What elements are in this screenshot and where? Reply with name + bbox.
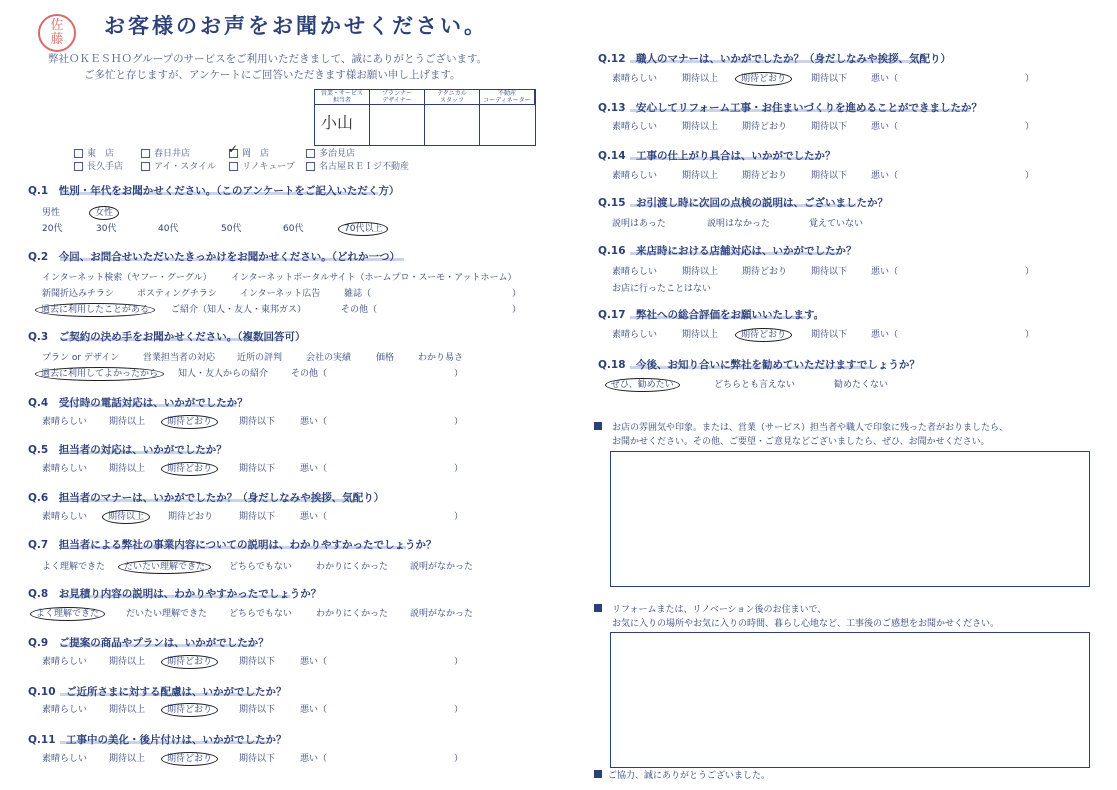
q2-opt-past[interactable]	[42, 302, 148, 315]
store-label: 名古屋ＲＥＩジ不動産	[319, 162, 410, 172]
q16-opt-above[interactable]: 期待以上	[682, 267, 719, 277]
store-istyle[interactable]	[141, 159, 216, 172]
bullet-square-icon	[594, 604, 602, 612]
q16-opt-paren-close: ）	[1025, 267, 1035, 277]
staff-header-sales: 営業・サービス 担当者	[315, 90, 370, 105]
q2-paren-close-2: ）	[512, 305, 522, 315]
q10-opt-paren-close: ）	[454, 705, 464, 715]
q1-opt-40s[interactable]: 40代	[158, 224, 179, 234]
selected-circle: 期待どおり	[735, 72, 792, 86]
comment1-prompt-1: お店の雰囲気や印象。または、営業（サービス）担当者や職人で印象に残った者がおりましたら、	[612, 423, 1009, 433]
q11-opt-below[interactable]: 期待以下	[239, 754, 276, 764]
q15-opt-dont-remember[interactable]: 覚えていない	[809, 219, 864, 229]
store-label: 春日井店	[154, 149, 191, 159]
q17-opt-bad[interactable]: 悪い（	[871, 330, 899, 340]
bullet-square-icon	[594, 422, 602, 430]
selected-circle: 期待どおり	[161, 462, 218, 476]
staff-table	[314, 89, 536, 146]
q11-opt-bad[interactable]: 悪い（	[300, 754, 328, 764]
q9-opt-paren-close: ）	[454, 657, 464, 667]
q1-opt-20s[interactable]: 20代	[42, 224, 63, 234]
store-label: 多治見店	[319, 149, 356, 159]
q9-opt-bad[interactable]: 悪い（	[300, 657, 328, 667]
selected-circle: 期待どおり	[161, 415, 218, 429]
q13-opt-bad[interactable]: 悪い（	[871, 122, 899, 132]
q8-opt-neither[interactable]: どちらでもない	[229, 609, 292, 619]
q9-opt-above[interactable]: 期待以上	[109, 657, 146, 667]
comment1-textarea[interactable]	[610, 451, 1090, 587]
q9-opt-excellent[interactable]: 素晴らしい	[42, 657, 88, 667]
q3-opt-price[interactable]: 価格	[376, 353, 395, 363]
q8-opt-mostly[interactable]: だいたい理解できた	[126, 609, 208, 619]
q16-opt-as-expected[interactable]: 期待どおり	[742, 267, 788, 277]
q9-opt-below[interactable]: 期待以下	[239, 657, 276, 667]
q2-opt-web-ad[interactable]: インターネット広告	[240, 289, 321, 299]
comment2-prompt-2: お気に入りの場所やお気に入りの時間、暮らし心地など、工事後のご感想をお聞かせください。	[612, 619, 1000, 629]
q8-opt-hard[interactable]: わかりにくかった	[316, 609, 389, 619]
comment2-prompt-1: リフォームまたは、リノベーション後のお住まいで、	[612, 605, 827, 615]
q11-opt-above[interactable]: 期待以上	[109, 754, 146, 764]
q2-opt-flyer[interactable]: 新聞折込みチラシ	[42, 289, 115, 299]
q16-opt-bad[interactable]: 悪い（	[871, 267, 899, 277]
q3-title: Q.3 ご契約の決め手をお聞かせください。（複数回答可）	[28, 331, 306, 343]
q4-opt-paren-close: ）	[454, 417, 464, 427]
q1-opt-50s[interactable]: 50代	[221, 224, 242, 234]
store-nagakute[interactable]	[74, 159, 123, 172]
hanko-text: 佐藤	[50, 18, 64, 47]
staff-header-planner: プランナー デザイナー	[370, 90, 425, 105]
q18-title: Q.18 今後、お知り合いに弊社を勧めていただけますでしょうか？	[598, 359, 920, 371]
q10-opt-excellent[interactable]: 素晴らしい	[42, 705, 88, 715]
q3-paren-close: ）	[454, 369, 464, 379]
q17-title: Q.17 弊社への総合評価をお願いいたします。	[598, 309, 825, 321]
q10-title: Q.10 ご近所さまに対する配慮は、いかがでしたか？	[28, 686, 287, 698]
q12-opt-below[interactable]: 期待以下	[811, 74, 848, 84]
q6-opt-bad[interactable]: 悪い（	[300, 512, 328, 522]
store-kasugai[interactable]	[141, 146, 190, 159]
q2-opt-referral[interactable]: ご紹介（知人・友人・東邦ガス）	[171, 305, 307, 315]
q7-title: Q.7 担当者による弊社の事業内容についての説明は、わかりやすかったでしょうか？	[28, 539, 437, 551]
q6-opt-as-expected[interactable]: 期待どおり	[168, 512, 214, 522]
q1-opt-female[interactable]	[96, 205, 112, 218]
q4-opt-as-expected[interactable]	[168, 414, 211, 427]
selected-circle: 過去に利用したことがある	[35, 303, 155, 317]
q14-title: Q.14 工事の仕上がり具合は、いかがでしたか？	[598, 150, 836, 162]
store-label: アイ・スタイル	[154, 162, 217, 172]
q9-opt-as-expected[interactable]	[168, 654, 211, 667]
intro-line-1: 弊社ＯＫＥＳＨＯグループのサービスをご利用いただきまして、誠にありがとうございます。	[48, 53, 488, 65]
checked-checkbox-icon[interactable]: ✓	[228, 142, 239, 156]
hanko-stamp	[38, 14, 76, 52]
q12-opt-as-expected[interactable]	[742, 71, 785, 84]
staff-value-technical[interactable]	[425, 105, 480, 145]
q17-opt-paren-close: ）	[1025, 330, 1035, 340]
q12-opt-above[interactable]: 期待以上	[682, 74, 719, 84]
q13-title: Q.13 安心してリフォーム工事・お住まいづくりを進めることができましたか？	[598, 102, 983, 114]
q2-title: Q.2 今回、お問合せいただいたきっかけをお聞かせください。（どれか一つ）	[28, 251, 400, 263]
q4-opt-above[interactable]: 期待以上	[109, 417, 146, 427]
store-renocube[interactable]	[229, 159, 295, 172]
q6-opt-excellent[interactable]: 素晴らしい	[42, 512, 88, 522]
store-label: 長久手店	[87, 162, 124, 172]
q15-opt-no[interactable]: 説明はなかった	[707, 219, 771, 229]
q17-opt-above[interactable]: 期待以上	[682, 330, 719, 340]
q3-opt-track-record[interactable]: 会社の実績	[306, 353, 352, 363]
q17-opt-as-expected[interactable]	[742, 327, 785, 340]
selected-circle: 70代以上	[338, 222, 388, 236]
q5-opt-as-expected[interactable]	[168, 461, 211, 474]
q16-title: Q.16 来店時における店舗対応は、いかがでしたか？	[598, 245, 857, 257]
q3-opt-staff[interactable]: 営業担当者の対応	[143, 353, 216, 363]
q10-opt-above[interactable]: 期待以上	[109, 705, 146, 715]
checkbox-icon[interactable]	[74, 162, 83, 171]
q11-opt-excellent[interactable]: 素晴らしい	[42, 754, 88, 764]
q10-opt-as-expected[interactable]	[168, 702, 211, 715]
comment2-textarea[interactable]	[610, 632, 1090, 768]
q3-opt-plan[interactable]: プラン or デザイン	[42, 353, 120, 363]
q7-opt-none[interactable]: 説明がなかった	[410, 562, 474, 572]
q5-opt-above[interactable]: 期待以上	[109, 464, 146, 474]
q1-opt-70s[interactable]	[345, 221, 381, 234]
q5-title: Q.5 担当者の対応は、いかがでしたか？	[28, 444, 227, 456]
q13-opt-below[interactable]: 期待以下	[811, 122, 848, 132]
q14-opt-below[interactable]: 期待以下	[811, 171, 848, 181]
selected-circle: だいたい理解できた	[118, 560, 211, 574]
checkbox-icon[interactable]	[306, 162, 315, 171]
selected-circle: ぜひ、勧めたい	[605, 378, 680, 392]
store-label: リノキューブ	[242, 162, 295, 172]
q1-opt-30s[interactable]: 30代	[96, 224, 117, 234]
q3-opt-past-good[interactable]	[42, 366, 157, 379]
q6-title: Q.6 担当者のマナーは、いかがでしたか？（身だしなみや挨拶、気配り）	[28, 492, 385, 504]
q10-opt-bad[interactable]: 悪い（	[300, 705, 328, 715]
selected-circle: 期待どおり	[161, 752, 218, 766]
q2-paren-close: ）	[512, 289, 522, 299]
q2-opt-other[interactable]: その他（	[341, 305, 378, 315]
q12-title: Q.12 職人のマナーは、いかがでしたか？（身だしなみや挨拶、気配り）	[598, 53, 952, 65]
q16-opt-never-visited[interactable]: お店に行ったことはない	[612, 284, 712, 294]
q8-opt-none[interactable]: 説明がなかった	[410, 609, 474, 619]
store-nagoya-realestate[interactable]	[306, 159, 409, 172]
q14-opt-as-expected[interactable]: 期待どおり	[742, 171, 788, 181]
staff-value-planner[interactable]	[370, 105, 425, 145]
q14-opt-excellent[interactable]: 素晴らしい	[612, 171, 658, 181]
q4-opt-excellent[interactable]: 素晴らしい	[42, 417, 88, 427]
q1-opt-60s[interactable]: 60代	[283, 224, 304, 234]
q5-opt-paren-close: ）	[454, 464, 464, 474]
q18-opt-neither[interactable]: どちらとも言えない	[714, 380, 796, 390]
q11-opt-paren-close: ）	[454, 754, 464, 764]
q1-title: Q.1 性別・年代をお聞かせください。（このアンケートをご記入いただく方）	[28, 185, 400, 197]
q13-opt-above[interactable]: 期待以上	[682, 122, 719, 132]
q14-opt-bad[interactable]: 悪い（	[871, 171, 899, 181]
q2-opt-search[interactable]: インターネット検索（ヤフー・グーグル）	[42, 273, 212, 283]
checkbox-icon[interactable]	[141, 149, 150, 158]
q6-opt-above[interactable]	[109, 509, 143, 522]
q10-opt-below[interactable]: 期待以下	[239, 705, 276, 715]
q4-opt-below[interactable]: 期待以下	[239, 417, 276, 427]
q12-opt-excellent[interactable]: 素晴らしい	[612, 74, 658, 84]
staff-value-sales[interactable]: 小山	[315, 105, 370, 145]
staff-header-technical: テクニカル スタッフ	[425, 90, 480, 105]
q16-opt-below[interactable]: 期待以下	[811, 267, 848, 277]
checkbox-icon[interactable]	[141, 162, 150, 171]
q5-opt-excellent[interactable]: 素晴らしい	[42, 464, 88, 474]
checkbox-icon[interactable]	[306, 149, 315, 158]
q2-opt-posting[interactable]: ポスティングチラシ	[137, 289, 217, 299]
q7-opt-mostly[interactable]	[125, 559, 204, 572]
q15-title: Q.15 お引渡し時に次回の点検の説明は、ございましたか？	[598, 197, 889, 209]
q13-opt-excellent[interactable]: 素晴らしい	[612, 122, 658, 132]
store-label: 岡 店	[242, 149, 270, 159]
checkbox-icon[interactable]	[74, 149, 83, 158]
q1-opt-male[interactable]: 男性	[42, 208, 61, 218]
selected-circle: 過去に利用してよかったから	[35, 367, 164, 381]
bullet-square-icon	[594, 770, 602, 778]
comment1-prompt-2: お聞かせください。その他、ご要望・ご意見などございましたら、ぜひ、お聞かせください。	[612, 437, 990, 447]
q13-opt-as-expected[interactable]: 期待どおり	[742, 122, 788, 132]
q18-opt-recommend[interactable]	[612, 377, 673, 390]
staff-value-realestate[interactable]	[480, 105, 535, 145]
q8-opt-well[interactable]	[37, 606, 98, 619]
store-oka[interactable]	[228, 142, 270, 159]
selected-circle: 期待以上	[102, 510, 150, 524]
q18-opt-no[interactable]: 勧めたくない	[834, 380, 889, 390]
q5-opt-bad[interactable]: 悪い（	[300, 464, 328, 474]
store-tohten[interactable]	[74, 146, 114, 159]
q17-opt-excellent[interactable]: 素晴らしい	[612, 330, 658, 340]
q2-opt-portal[interactable]: インターネットポータルサイト（ホームプロ・スーモ・アットホーム）	[231, 273, 517, 283]
q7-opt-hard[interactable]: わかりにくかった	[316, 562, 389, 572]
selected-circle: 期待どおり	[161, 655, 218, 669]
staff-header-realestate: 不動産 コーディネーター	[480, 90, 535, 105]
q4-title: Q.4 受付時の電話対応は、いかがでしたか？	[28, 397, 248, 409]
q12-opt-bad[interactable]: 悪い（	[871, 74, 899, 84]
q14-opt-above[interactable]: 期待以上	[682, 171, 719, 181]
q17-opt-below[interactable]: 期待以下	[811, 330, 848, 340]
checkbox-icon[interactable]	[229, 162, 238, 171]
q3-opt-clarity[interactable]: わかり易さ	[418, 353, 464, 363]
q7-opt-neither[interactable]: どちらでもない	[229, 562, 292, 572]
q11-title: Q.11 工事中の美化・後片付けは、いかがでしたか？	[28, 734, 287, 746]
q8-title: Q.8 お見積り内容の説明は、わかりやすかったでしょうか？	[28, 588, 322, 600]
q6-opt-below[interactable]: 期待以下	[239, 512, 276, 522]
selected-circle: 期待どおり	[735, 328, 792, 342]
q13-opt-paren-close: ）	[1025, 122, 1035, 132]
q15-opt-yes[interactable]: 説明はあった	[612, 219, 666, 229]
q3-opt-reputation[interactable]: 近所の評判	[237, 353, 283, 363]
q14-opt-paren-close: ）	[1025, 171, 1035, 181]
store-label: 東 店	[87, 149, 115, 159]
q2-opt-magazine[interactable]: 雑誌（	[344, 289, 372, 299]
q6-opt-paren-close: ）	[454, 512, 464, 522]
q7-opt-well[interactable]: よく理解できた	[42, 562, 106, 572]
q5-opt-below[interactable]: 期待以下	[239, 464, 276, 474]
selected-circle: 女性	[89, 206, 119, 220]
q3-opt-other[interactable]: その他（	[291, 369, 328, 379]
closing-text: ご協力、誠にありがとうございました。	[608, 771, 771, 781]
q12-opt-paren-close: ）	[1025, 74, 1035, 84]
store-tajimi[interactable]	[306, 146, 355, 159]
selected-circle: よく理解できた	[30, 607, 105, 621]
q3-opt-friend-referral[interactable]: 知人・友人からの紹介	[178, 369, 269, 379]
q16-opt-excellent[interactable]: 素晴らしい	[612, 267, 658, 277]
selected-circle: 期待どおり	[161, 703, 218, 717]
q4-opt-bad[interactable]: 悪い（	[300, 417, 328, 427]
q11-opt-as-expected[interactable]	[168, 751, 211, 764]
intro-line-2: ご多忙と存じますが、アンケートにご回答いただきます様お願い申し上げます。	[84, 69, 461, 81]
page-title: お客様のお声をお聞かせください。	[104, 14, 488, 38]
q9-title: Q.9 ご提案の商品やプランは、いかがでしたか？	[28, 637, 269, 649]
